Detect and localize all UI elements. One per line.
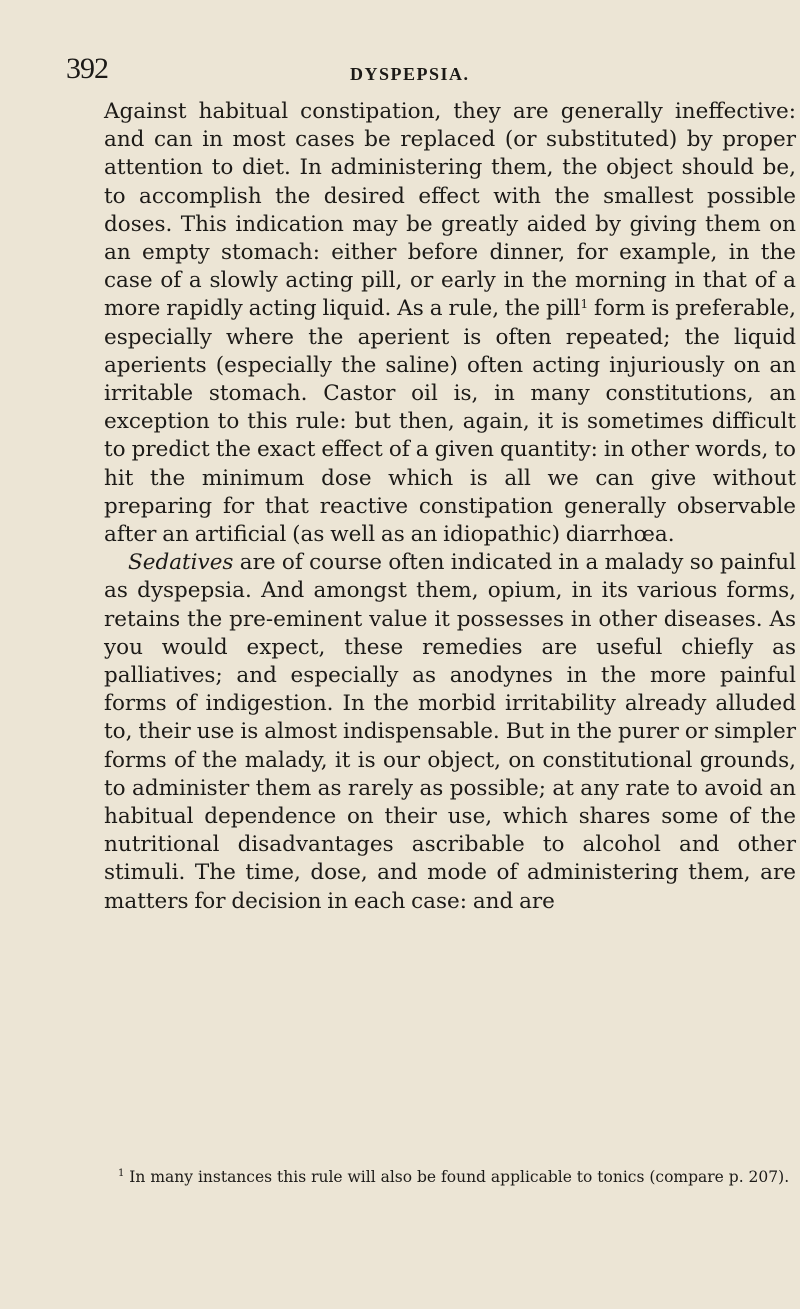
footnote-reference: 1: [580, 297, 589, 312]
paragraph-text-sedatives: are of course often indicated in a malady so painful as dyspepsia. And amongst them, opium, in its various forms, retains the pre-eminent value it possesses in other diseases. As you would expect, these remedies are useful chiefly as palliatives; and especially as anodynes in the more painful forms of indigestion. In the morbid irritability already alluded to, their use is almost indispensable. But in the purer or simpler forms of the malady, it is our object, on constitutional grounds, to administer them as rarely as possible; at any rate to avoid an habitual dependence on their use, which shares some of the nutritional disadvantages ascribable to alcohol and other stimuli. The time, dose, and mode of administering them, are matters for decision in each case: and are: [104, 550, 796, 914]
running-head: DYSPEPSIA.: [350, 64, 470, 84]
body-text: [104, 98, 796, 916]
page-header: [66, 52, 760, 92]
paragraph-text-part1: Against habitual constipation, they are generally ineffective: and can in most cases be replaced (or substituted) by proper attention to diet. In administering them, the object should be, to accomplish the desired effect with the smallest possible doses. This indication may be greatly aided by giving them on an empty stomach: either before dinner, for example, in the case of a slowly acting pill, or early in the morning in that of a more rapidly acting liquid. As a rule, the pill: [104, 99, 796, 322]
paragraph-sedatives: [104, 549, 796, 916]
footnote: [104, 1166, 796, 1188]
footnote-text: In many instances this rule will also be found applicable to tonics (compare p. 207).: [124, 1168, 790, 1186]
footnote-mark: 1: [118, 1168, 125, 1179]
page-number: 392: [66, 52, 108, 85]
paragraph-constipation: [104, 98, 796, 549]
sedatives-heading-word: Sedatives: [128, 550, 234, 576]
paragraph-text-part2: form is preferable, especially where the aperient is often repeated; the liquid aperients (especially the saline) often acting injuriously on an irritable stomach. Castor oil is, in many constitutions, an exception to this rule: but then, again, it is sometimes difficult to predict the exact effect of a given quantity: in other words, to hit the minimum dose which is all we can give without preparing for that reactive constipation generally observable after an artificial (as well as an idiopathic) diarrhœa.: [104, 296, 796, 548]
